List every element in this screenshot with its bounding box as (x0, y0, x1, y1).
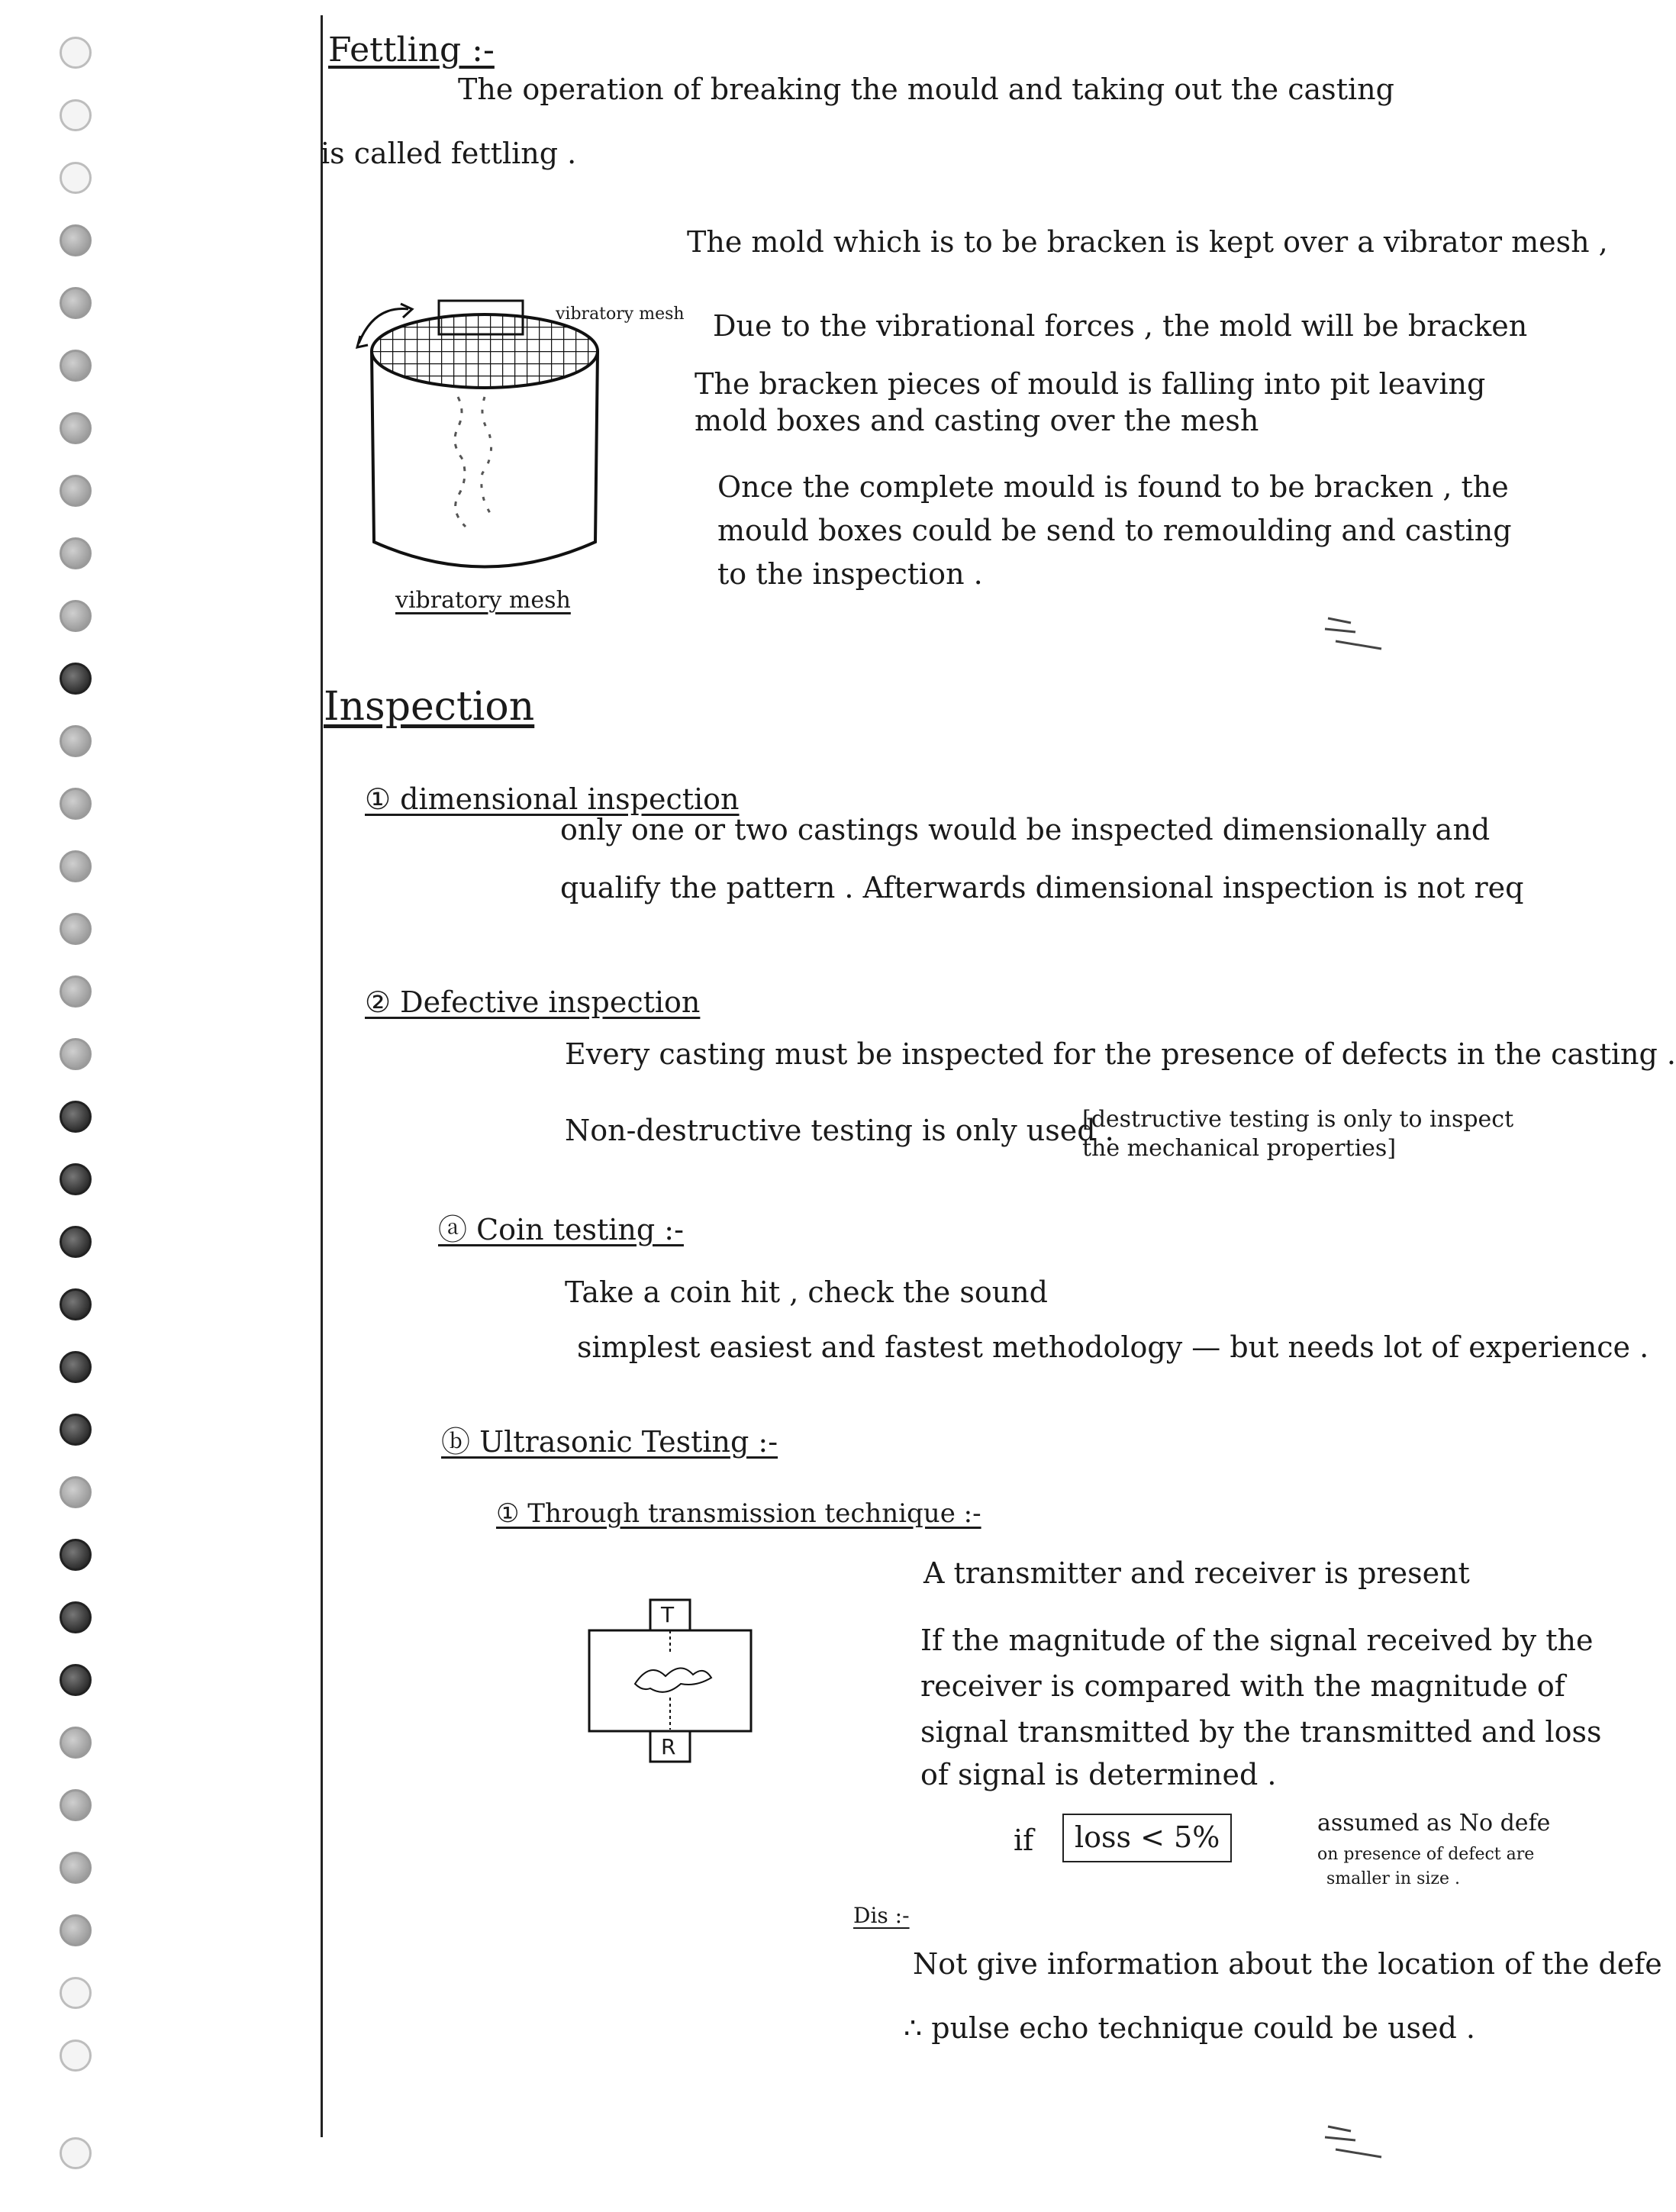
binding-ring (60, 1789, 92, 1821)
ultrasonic-para-2: receiver is compared with the magnitude of (920, 1669, 1565, 1703)
scribble-mark (1320, 2119, 1397, 2165)
binding-ring (60, 99, 92, 131)
ultrasonic-title: ⓑ Ultrasonic Testing :- (441, 1425, 778, 1459)
fettling-point-1: The mold which is to be bracken is kept over a vibrator mesh , (687, 225, 1608, 259)
dimensional-line2: qualify the pattern . Afterwards dimensional inspection is not req (560, 871, 1524, 904)
spiral-binding (0, 0, 122, 2212)
disadvantage-line1: Not give information about the location of the defe (913, 1947, 1662, 1981)
binding-ring (60, 1977, 92, 2009)
binding-ring (60, 1664, 92, 1696)
binding-ring (60, 475, 92, 507)
disadvantage-line2: ∴ pulse echo technique could be used . (904, 2011, 1476, 2045)
binding-ring (60, 788, 92, 820)
binding-ring (60, 1852, 92, 1884)
binding-ring (60, 1038, 92, 1070)
binding-ring (60, 850, 92, 882)
result-line3: smaller in size . (1326, 1869, 1460, 1888)
margin-line (321, 15, 323, 2137)
binding-ring (60, 1601, 92, 1633)
binding-ring (60, 1727, 92, 1759)
binding-ring (60, 1476, 92, 1508)
fettling-point-3: The bracken pieces of mould is falling into pit leaving mold boxes and casting over the mesh (695, 367, 1486, 437)
fettling-point-4: Once the complete mould is found to be bracken , the mould boxes could be send to remoulding and casting to the inspection . (717, 470, 1512, 591)
binding-ring (60, 2039, 92, 2072)
defective-note: [destructive testing is only to inspect the mechanical properties] (1082, 1106, 1514, 1162)
fettling-heading: Fettling :- (328, 31, 495, 69)
binding-ring (60, 1226, 92, 1258)
ultrasonic-para-4: of signal is determined . (920, 1758, 1277, 1791)
fettling-definition-line2: is called fettling . (321, 137, 577, 170)
binding-ring (60, 1101, 92, 1133)
disadvantage-label: Dis :- (853, 1903, 910, 1928)
binding-ring (60, 1539, 92, 1571)
mesh-label: vibratory mesh (556, 305, 685, 324)
fettling-point-2: Due to the vibrational forces , the mold will be bracken (713, 309, 1528, 343)
defective-line2: Non-destructive testing is only used . (565, 1114, 1114, 1147)
binding-ring (60, 1351, 92, 1383)
vibratory-mesh-diagram (343, 290, 618, 611)
ultrasonic-para-1: If the magnitude of the signal received by the (920, 1624, 1594, 1657)
ultrasonic-line1: A transmitter and receiver is present (923, 1556, 1470, 1590)
binding-ring (60, 1414, 92, 1446)
inspection-heading: Inspection (324, 684, 535, 730)
result-line1: assumed as No defe (1317, 1810, 1551, 1836)
dimensional-line1: only one or two castings would be inspected dimensionally and (560, 813, 1491, 846)
result-line2: on presence of defect are (1317, 1845, 1535, 1864)
if-label: if (1014, 1823, 1034, 1857)
loss-condition-box: loss < 5% (1062, 1814, 1232, 1862)
ultrasonic-para-3: signal transmitted by the transmitted and loss (920, 1715, 1602, 1749)
receiver-label: R (661, 1734, 676, 1759)
binding-ring (60, 224, 92, 256)
binding-ring (60, 913, 92, 945)
defective-title: ② Defective inspection (365, 985, 701, 1019)
binding-ring (60, 537, 92, 569)
binding-ring (60, 975, 92, 1008)
binding-ring (60, 600, 92, 632)
coin-testing-title: ⓐ Coin testing :- (438, 1213, 684, 1246)
binding-ring (60, 1288, 92, 1320)
binding-ring (60, 1163, 92, 1195)
transmitter-label: T (661, 1602, 675, 1627)
binding-ring (60, 1914, 92, 1946)
dimensional-title: ① dimensional inspection (365, 782, 740, 816)
fettling-definition-line1: The operation of breaking the mould and taking out the casting (458, 73, 1394, 106)
coin-line1: Take a coin hit , check the sound (565, 1275, 1048, 1309)
transmission-diagram (588, 1598, 771, 1774)
binding-ring (60, 725, 92, 757)
binding-ring (60, 287, 92, 319)
scribble-mark (1320, 611, 1397, 656)
binding-ring (60, 350, 92, 382)
binding-ring (60, 162, 92, 194)
through-transmission-title: ① Through transmission technique :- (496, 1498, 981, 1529)
coin-line2: simplest easiest and fastest methodology — but needs lot of experience . (577, 1330, 1649, 1364)
binding-ring (60, 2137, 92, 2169)
mesh-caption: vibratory mesh (395, 587, 571, 614)
defective-line1: Every casting must be inspected for the presence of defects in the casting . (565, 1037, 1676, 1071)
binding-ring (60, 663, 92, 695)
binding-ring (60, 412, 92, 444)
binding-ring (60, 37, 92, 69)
